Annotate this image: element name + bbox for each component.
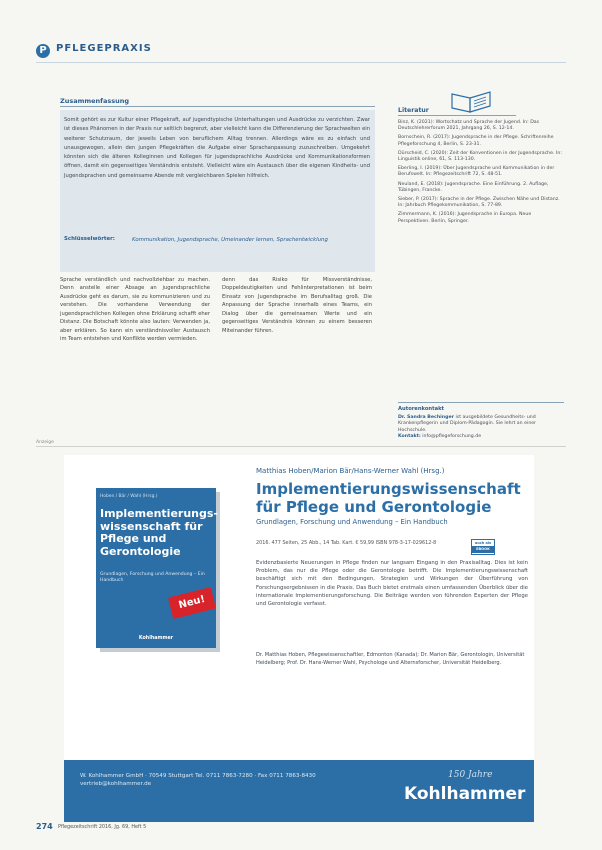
- author-email-row: [398, 434, 564, 440]
- body-column-left: Sprache verständlich und nachvollziehbar zu machen. Denn anstelle einer Absage an jugendsprachliche Ausdrücke geht es darum, sie zu kommunizieren und zu verstehen. Die vorhandene Verwendung der jugendsprachlichen Kollegen ohne Erklärung schafft eher Distanz. Die Botschaft könnte also lauten: Verwenden ja, aber erklären. So kann ein verständnisvoller Austausch im Team entstehen und Konflikte werden vermieden.: [60, 277, 210, 343]
- ad-book-authors: Matthias Hoben/Marion Bär/Hans-Werner Wahl (Hrsg.): [256, 467, 445, 475]
- literature-item: Dürscheid, C. (2020): Zeit der Konventionen in der Jugendsprache. In: Linguistik online, 61, S. 113-130.: [398, 150, 562, 163]
- author-email-label: Kontakt:: [398, 433, 421, 439]
- ad-editors-bio: Dr. Matthias Hoben, Pflegewissenschaftler, Edmonton (Kanada); Dr. Marion Bär, Gerontologin, Universität Heidelberg; Prof. Dr. Hans-Werner Wahl, Psychologe und Alternsforscher, Universität Heidelberg.: [256, 652, 525, 666]
- literature-list: [398, 120, 564, 228]
- book-cover-title: Implementierungs-wissenschaft für Pflege und Gerontologie: [100, 507, 218, 558]
- ad-book-title[interactable]: Implementierungswissenschaft für Pflege und Gerontologie: [256, 480, 521, 516]
- summary-text: Somit gehört es zur Kultur einer Pflegekraft, auf jugendtypische Unterhaltungen und Ausdrücke zu verzichten. Zwar ist dieses Phänomen in der Praxis nur seltlich begrenzt, aber vielleicht kann die Differenzierung der Sprachwelten ein weiterer Schutzraum, der jeweils Leben von beruflichem Alltag trennen. Allerdings wäre es zu einfach und unausgewogen, allein den jungen Pflegekräften die Aufgabe einer Sprachanpassung zuzuschreiben. Umgekehrt könnten sich die älteren Kolleginnen und Kollegen für jugendsprachliche Ausdrücke und Kommunikationsformen öffnen, damit ein gegenseitiges Verständnis entsteht. Vielleicht wäre ein Austausch über die eigenen Kindheits- und Jugendsprachen und gemeinsame Abende mit vergleichbaren Spielen hilfreich.: [64, 117, 370, 179]
- author-email[interactable]: info@pflegeforschung.de: [422, 433, 482, 439]
- section-title: PFLEGEPRAXIS: [56, 43, 152, 54]
- ad-label: Anzeige: [36, 440, 54, 445]
- anniversary-label: 150 Jahre: [448, 770, 493, 780]
- journal-citation: Pflegezeitschrift 2016, Jg. 69, Heft 5: [58, 824, 147, 830]
- ad-book-subtitle: Grundlagen, Forschung und Anwendung – Ein Handbuch: [256, 518, 448, 526]
- ad-book-meta: 2016. 477 Seiten, 25 Abb., 14 Tab. Kart. € 59,99 ISBN 978-3-17-029612-8: [256, 540, 437, 546]
- literature-item: Sieber, P. (2017): Sprache in der Pflege. Zwischen Nähe und Distanz. In: Jahrbuch Pflegekommunikation, S. 77-89.: [398, 197, 560, 209]
- book-cover-authors: Hoben / Bär / Wahl (Hrsg.): [100, 494, 158, 499]
- body-column-right: denn das Risiko für Missverständnisse, Doppeldeutigkeiten und Fehlinterpretationen ist beim Einsatz von Jugendsprache im Berufsalltag groß. Die Anpassung der Sprache innerhalb eines Teams, ein Dialog über die gemeinsamen Werte und ein gegenseitiges Verständnis können zu einem besseren Miteinander führen.: [222, 277, 372, 334]
- book-cover-publisher: Kohlhammer: [138, 636, 174, 641]
- literature-item: Binz, K. (2021): Wortschatz und Sprache der Jugend. In: Das Deutschlehrerforum 2021, Jahrgang 26, S. 12-14.: [398, 120, 540, 132]
- literature-item: Eberling, I. (2019): Über Jugendsprache und Kommunikation in der Berufswelt. In: Pflegezeitschrift 72, S. 48-51.: [398, 166, 555, 178]
- publisher-contact[interactable]: W. Kohlhammer GmbH · 70549 Stuttgart Tel. 0711 7863-7280 · Fax 0711 7863-8430 vertrieb@kohlhammer.de: [80, 773, 316, 787]
- literature-divider: [398, 115, 516, 116]
- literature-item: Zimmermann, K. (2016): Jugendsprache in Europa. Neue Perspektiven. Berlin, Springer.: [398, 212, 532, 224]
- keywords-label: Schlüsselwörter:: [64, 236, 115, 242]
- author-name: Dr. Sandra Bechinger: [398, 415, 454, 420]
- keywords-list: Kommunikation, Jugendsprache, Umeinander lernen, Sprachentwicklung: [132, 237, 328, 243]
- ad-book-description: Evidenzbasierte Neuerungen in Pflege finden nur langsam Eingang in den Praxisalltag. Dies ist kein Problem, das nur die Pflege oder die Gerontologie betrifft. Die Implementierungswissenschaft beschäftigt sich mit den Bedingungen, Strategien und Wirkungen der Überführung von Forschungsergebnissen in die Praxis. Das Buch bietet erstmals einen umfassenden Überblick über die internationale Implementierungsforschung. Die Beiträge werden von führenden Experten der Pflege und Gerontologie verfasst.: [256, 560, 528, 608]
- literature-heading: Literatur: [398, 107, 429, 114]
- book-cover-subtitle: Grundlagen, Forschung und Anwendung – Ein Handbuch: [100, 572, 205, 583]
- author-bio: [398, 415, 564, 434]
- header-divider: [36, 62, 566, 63]
- page-number: 274: [36, 822, 53, 831]
- literature-item: Bornschein, R. (2017): Jugendsprache in der Pflege. Schriftenreihe Pflegeforschung 4, Berlin, S. 23-31.: [398, 135, 554, 147]
- summary-divider: [60, 106, 375, 107]
- open-book-icon: [448, 90, 494, 114]
- author-contact-heading: Autorenkontakt: [398, 406, 444, 412]
- summary-heading: Zusammenfassung: [60, 97, 130, 105]
- ad-divider: [36, 446, 566, 447]
- ebook-badge: [471, 539, 495, 555]
- section-logo-icon: P: [36, 44, 50, 58]
- literature-item: Neuland, E. (2018): Jugendsprache. Eine Einführung. 2. Auflage, Tübingen, Francke.: [398, 181, 549, 193]
- ebook-badge-bottom: EBOOK: [472, 546, 494, 553]
- new-badge: Neu!: [168, 587, 216, 619]
- author-bio-text: ist ausgebildete Gesundheits- und Krankenpflegerin und Diplom-Pädagogin. Sie lehrt an einer Hochschule.: [398, 415, 537, 433]
- publisher-logo: Kohlhammer: [404, 784, 526, 804]
- ebook-badge-top: auch als: [474, 541, 492, 545]
